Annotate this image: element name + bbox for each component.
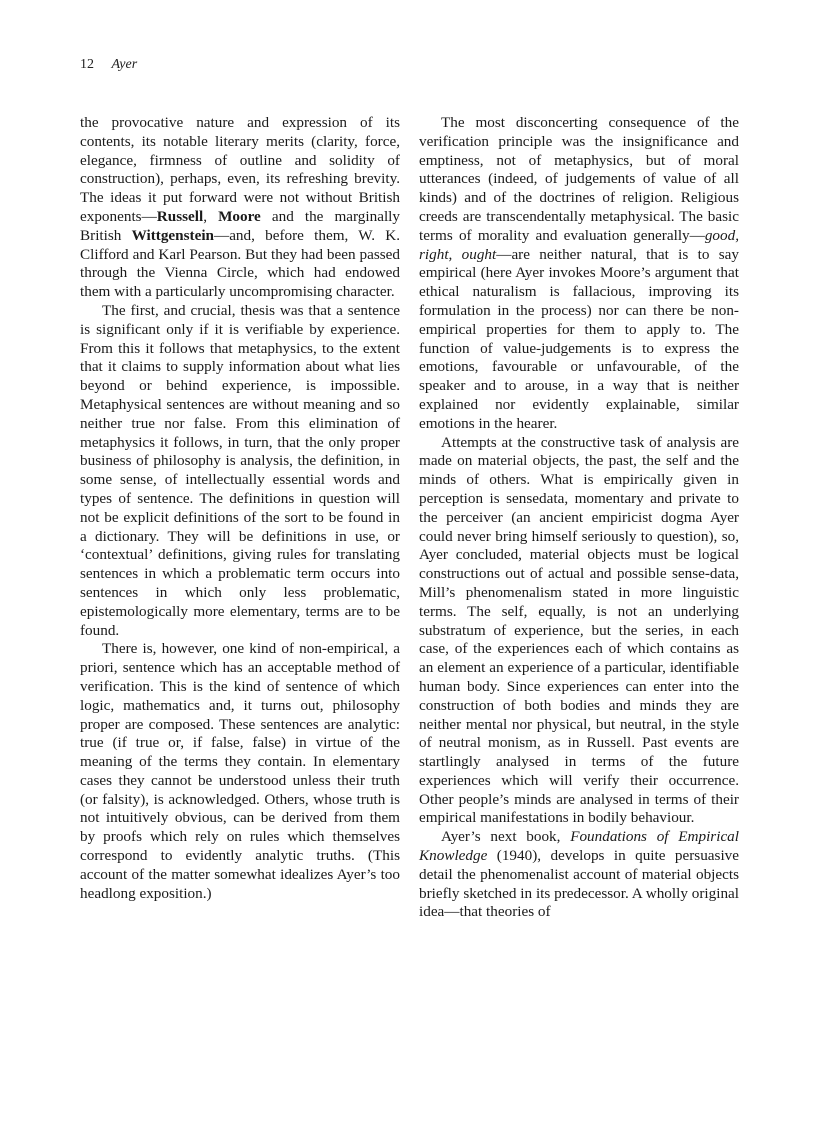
text-run: —are neither natural, that is to say empirical (here Ayer invokes Moore’s argument that ethical naturalism is fallacious, improving its formulation in the process) nor can there be non-empirical properties for them to apply to. The function of value-judgements is to express the emotions, favourable or unfavourable, of the speaker and to arouse, in a way that is neither explained nor evidently explainable, similar emotions in the hearer.: [419, 245, 739, 432]
right-paragraph-2: Attempts at the constructive task of analysis are made on material objects, the past, the self and the minds of others. What is empirically given in perception is sensedata, momentary and private to the perceiver (an ancient empiricist dogma Ayer could never bring himself seriously to question), so, Ayer concluded, material objects must be logical constructions out of actual and possible sense-data, Mill’s phenomenalism stated in more linguistic terms. The self, equally, is not an underlying substratum of experience, but the series, in each case, of the experiences each of which contains as an element an experience of a particular, identifiable human body. Since experiences can enter into the construction of both bodies and minds they are neither mental nor physical, but neutral, in the style of neutral monism, as in Russell. Past events are startlingly analysed in terms of the future experiences which will verify their occurrence. Other people’s minds are analysed in terms of their empirical manifestations in bodily behaviour.: [419, 433, 739, 827]
left-column: [80, 114, 400, 903]
right-column: [419, 114, 739, 922]
name-wittgenstein: Wittgenstein: [131, 226, 214, 244]
right-paragraph-3: [419, 828, 739, 922]
running-head: [80, 57, 137, 73]
name-moore: Moore: [218, 207, 261, 225]
italic-terms: good, right, ought: [419, 226, 739, 263]
text-run: The most disconcerting consequence of the verification principle was the insignificance and emptiness, not of metaphysics, but of moral utterances (indeed, of judgements of value of all kinds) and of the doctrines of religion. Religious creeds are transcendentally metaphysical. The basic terms of morality and evaluation generally—: [419, 114, 739, 244]
text-run: —and, before them, W. K. Clifford and Karl Pearson. But they had been passed through the Vienna Circle, which had endowed them with a particularly uncompromising character.: [80, 226, 401, 301]
name-russell: Russell: [156, 207, 204, 225]
text-run: (1940), develops in quite persuasive detail the phenomenalist account of material objects briefly sketched in its predecessor. A wholly original idea—that theories of: [419, 847, 739, 921]
left-paragraph-2: The first, and crucial, thesis was that a sentence is significant only if it is verifiable by experience. From this it follows that metaphysics, to the extent that it claims to supply information about what lies beyond or behind experience, is impossible. Metaphysical sentences are without meaning and so neither true nor false. From this elimination of metaphysics it follows, in turn, that the only proper business of philosophy is analysis, the definition, in some sense, of intellectually essential words and types of sentence. The definitions in question will not be explicit definitions of the sort to be found in a dictionary. They will be definitions in use, or ‘contextual’ definitions, giving rules for translating sentences in which a problematic term occurs into sentences in which only less problematic, epistemologically more elementary, terms are to be found.: [80, 301, 400, 639]
left-paragraph-1: [80, 114, 400, 302]
left-paragraph-3: There is, however, one kind of non-empirical, a priori, sentence which has an acceptable method of verification. This is the kind of sentence of which logic, mathematics and, it turns out, philosophy proper are composed. These sentences are analytic: true (if true or, if false, false) in virtue of the meaning of the terms they contain. In elementary cases they cannot be understood unless their truth (or falsity), is acknowledged. Others, whose truth is not intuitively obvious, can be derived from them by proofs which rely on rules which themselves correspond to evidently analytic truths. (This account of the matter somewhat idealizes Ayer’s too headlong exposition.): [80, 640, 400, 902]
page-number: 12: [80, 57, 94, 72]
text-run: the provocative nature and expression of its contents, its notable literary merits (clarity, force, elegance, firmness of outline and solidity of construction), perhaps, even, its refreshing brevity. The ideas it put forward were not without British exponents—: [80, 114, 400, 225]
text-run: and the marginally British: [80, 207, 400, 244]
book-title: Foundations of Empirical Knowledge: [419, 828, 739, 865]
right-paragraph-1: [419, 114, 739, 434]
text-run: Ayer’s next book,: [441, 828, 571, 846]
running-head-author: Ayer: [111, 57, 138, 72]
text-run: ,: [203, 207, 219, 225]
